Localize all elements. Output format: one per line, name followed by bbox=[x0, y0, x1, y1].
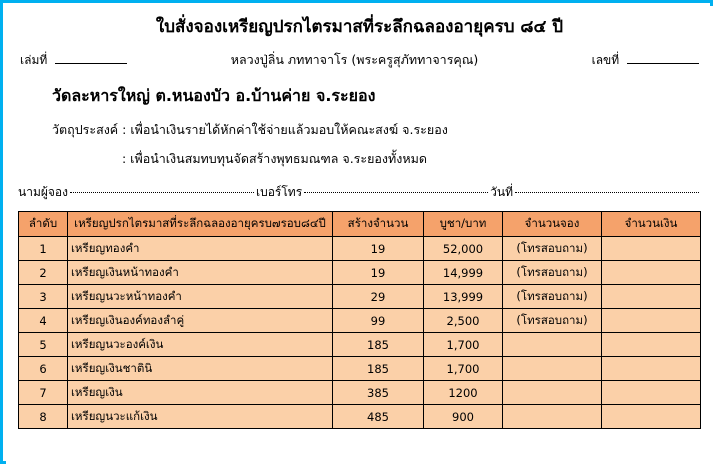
number-input-line[interactable] bbox=[627, 63, 699, 64]
cell-no: 8 bbox=[19, 405, 68, 429]
booker-row bbox=[6, 183, 713, 202]
number-field bbox=[569, 51, 699, 70]
cell-made: 385 bbox=[333, 381, 424, 405]
cell-made: 19 bbox=[333, 237, 424, 261]
cell-item-name: เหรียญเงินชาตินิ bbox=[68, 357, 333, 381]
cell-item-name: เหรียญนวะองค์เงิน bbox=[68, 333, 333, 357]
column-header-no: ลำดับ bbox=[19, 212, 68, 237]
cell-qty[interactable]: (โทรสอบถาม) bbox=[503, 261, 602, 285]
cell-price: 13,999 bbox=[424, 285, 503, 309]
cell-item-name: เหรียญนวะหน้าทองคำ bbox=[68, 285, 333, 309]
table-row bbox=[19, 381, 701, 405]
table-row bbox=[19, 333, 701, 357]
cell-item-name: เหรียญทองคำ bbox=[68, 237, 333, 261]
table-row bbox=[19, 261, 701, 285]
cell-price: 1200 bbox=[424, 381, 503, 405]
cell-qty[interactable]: (โทรสอบถาม) bbox=[503, 309, 602, 333]
table-row bbox=[19, 237, 701, 261]
cell-made: 99 bbox=[333, 309, 424, 333]
cell-item-name: เหรียญเงิน bbox=[68, 381, 333, 405]
table-row bbox=[19, 285, 701, 309]
column-header-qty: จำนวนจอง bbox=[503, 212, 602, 237]
cell-qty[interactable]: (โทรสอบถาม) bbox=[503, 237, 602, 261]
table-row bbox=[19, 309, 701, 333]
cell-no: 5 bbox=[19, 333, 68, 357]
cell-amount[interactable] bbox=[602, 381, 701, 405]
cell-no: 2 bbox=[19, 261, 68, 285]
volume-field bbox=[20, 51, 140, 70]
cell-made: 185 bbox=[333, 333, 424, 357]
cell-no: 1 bbox=[19, 237, 68, 261]
phone-input-line[interactable] bbox=[304, 192, 488, 193]
booker-input-line[interactable] bbox=[70, 192, 254, 193]
cell-amount[interactable] bbox=[602, 237, 701, 261]
cell-qty[interactable] bbox=[503, 357, 602, 381]
column-header-price: บูชา/บาท bbox=[424, 212, 503, 237]
date-input-line[interactable] bbox=[515, 192, 699, 193]
purpose-line-2: : เพื่อนำเงินสมทบทุนจัดสร้างพุทธมณฑล จ.ระยองทั้งหมด bbox=[122, 151, 427, 166]
cell-made: 485 bbox=[333, 405, 424, 429]
cell-qty[interactable] bbox=[503, 333, 602, 357]
monk-name: หลวงปู่ลิ่น ภททาจาโร (พระครูสุภัททาจารคุณ) bbox=[230, 52, 479, 67]
cell-qty[interactable] bbox=[503, 381, 602, 405]
cell-item-name: เหรียญเงินองค์ทองลำคู่ bbox=[68, 309, 333, 333]
order-form-sheet bbox=[6, 6, 713, 464]
cell-item-name: เหรียญเงินหน้าทองคำ bbox=[68, 261, 333, 285]
cell-amount[interactable] bbox=[602, 261, 701, 285]
cell-price: 52,000 bbox=[424, 237, 503, 261]
cell-price: 1,700 bbox=[424, 333, 503, 357]
cell-price: 1,700 bbox=[424, 357, 503, 381]
column-header-amount: จำนวนเงิน bbox=[602, 212, 701, 237]
cell-made: 29 bbox=[333, 285, 424, 309]
header-meta-row bbox=[6, 50, 713, 70]
cell-made: 185 bbox=[333, 357, 424, 381]
cell-amount[interactable] bbox=[602, 285, 701, 309]
phone-label: เบอร์โทร bbox=[255, 185, 303, 199]
cell-item-name: เหรียญนวะแก้เงิน bbox=[68, 405, 333, 429]
purpose-line-1: วัตถุประสงค์ : เพื่อนำเงินรายได้หักค่าใช้จ่ายแล้วมอบให้คณะสงฆ์ จ.ระยอง bbox=[52, 122, 448, 137]
volume-input-line[interactable] bbox=[55, 63, 127, 64]
cell-qty[interactable] bbox=[503, 405, 602, 429]
table-header-row bbox=[19, 212, 701, 237]
column-header-made: สร้างจำนวน bbox=[333, 212, 424, 237]
cell-price: 14,999 bbox=[424, 261, 503, 285]
cell-amount[interactable] bbox=[602, 309, 701, 333]
column-header-item: เหรียญปรกไตรมาสที่ระลึกฉลองอายุครบ๗รอบ๘๔ปี bbox=[68, 212, 333, 237]
cell-amount[interactable] bbox=[602, 405, 701, 429]
order-table bbox=[18, 211, 701, 429]
cell-no: 6 bbox=[19, 357, 68, 381]
cell-amount[interactable] bbox=[602, 333, 701, 357]
cell-price: 900 bbox=[424, 405, 503, 429]
table-row bbox=[19, 405, 701, 429]
date-label: วันที่ bbox=[490, 185, 514, 199]
booker-label: นามผู้จอง bbox=[18, 185, 68, 199]
cell-no: 7 bbox=[19, 381, 68, 405]
page-title: ใบสั่งจองเหรียญปรกไตรมาสที่ระลึกฉลองอายุครบ ๘๔ ปี bbox=[155, 17, 564, 37]
volume-label: เล่มที่ bbox=[20, 53, 48, 67]
number-label: เลขที่ bbox=[591, 53, 620, 67]
cell-amount[interactable] bbox=[602, 357, 701, 381]
cell-qty[interactable]: (โทรสอบถาม) bbox=[503, 285, 602, 309]
cell-made: 19 bbox=[333, 261, 424, 285]
table-row bbox=[19, 357, 701, 381]
cell-no: 3 bbox=[19, 285, 68, 309]
temple-name: วัดละหารใหญ่ ต.หนองบัว อ.บ้านค่าย จ.ระยอง bbox=[52, 86, 376, 105]
cell-price: 2,500 bbox=[424, 309, 503, 333]
cell-no: 4 bbox=[19, 309, 68, 333]
